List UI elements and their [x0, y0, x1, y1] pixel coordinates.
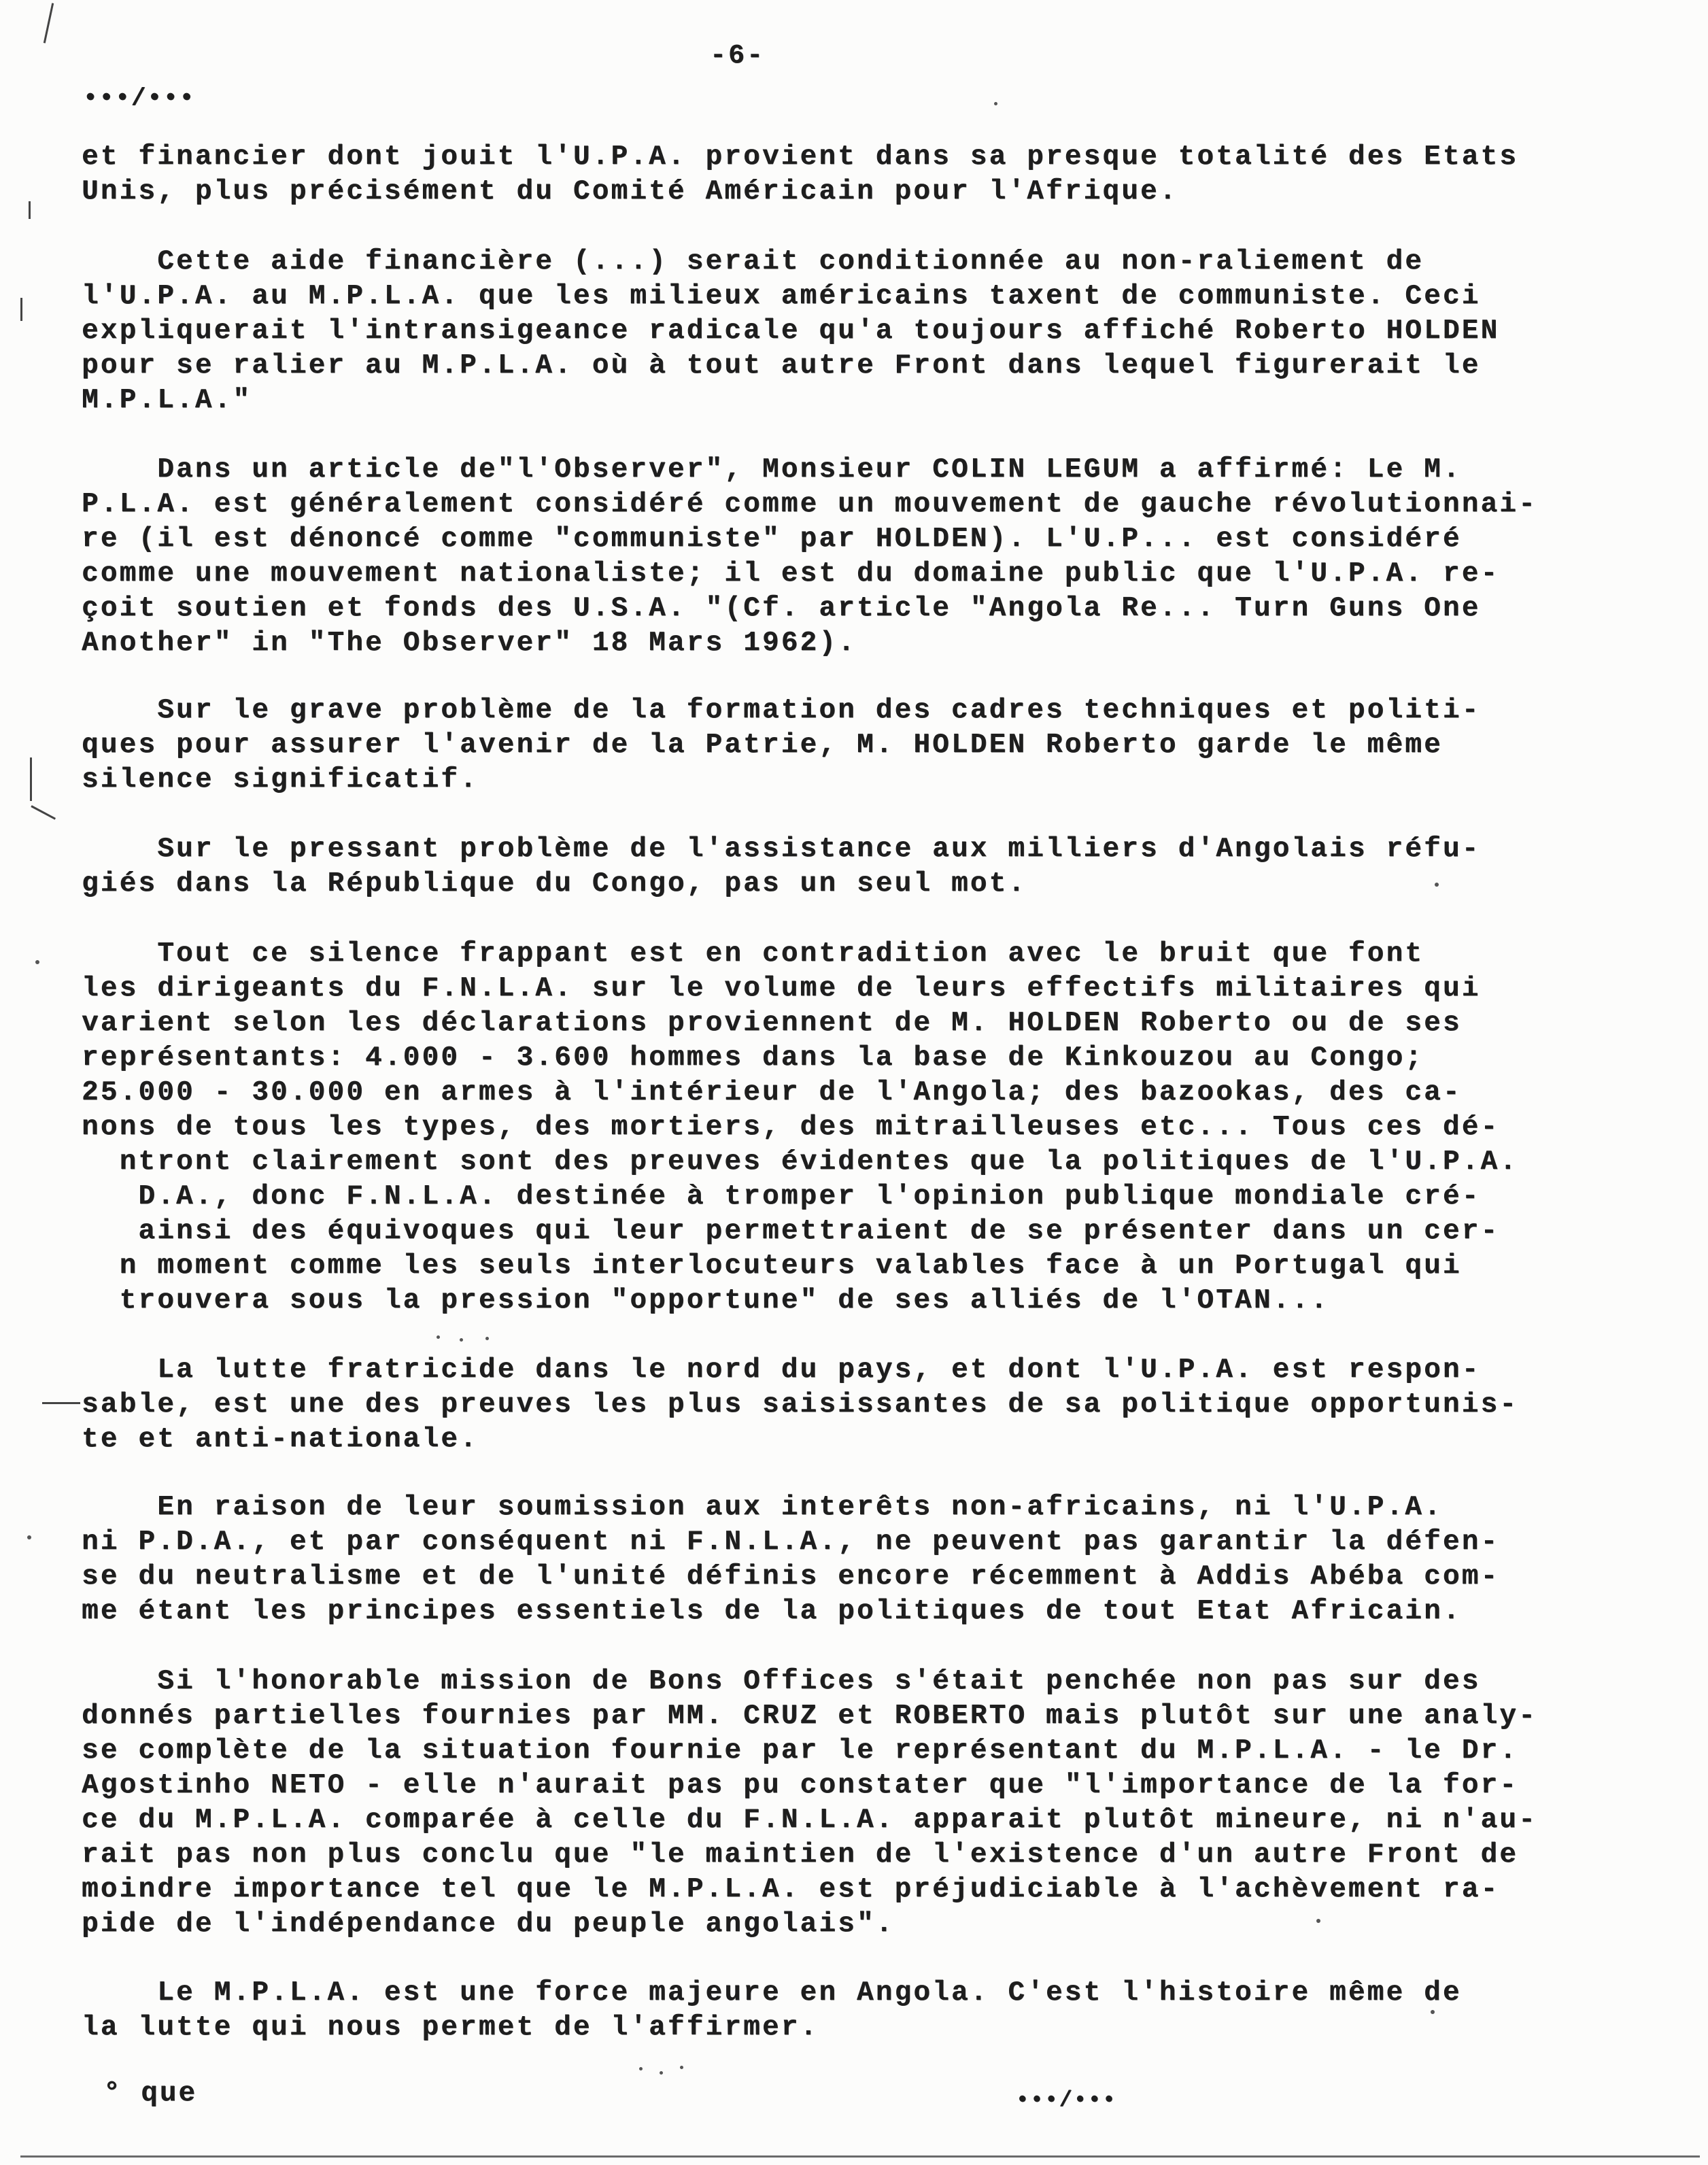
- page-bottom-edge: [20, 2155, 1700, 2158]
- scan-speck: [1435, 883, 1439, 887]
- scan-speck: [660, 2071, 663, 2075]
- scan-speck: [680, 2066, 683, 2069]
- text-line: donnés partielles fournies par MM. CRUZ et ROBERTO mais plutôt sur une analy-: [82, 1701, 1537, 1732]
- text-line: l'U.P.A. au M.P.L.A. que les milieux américains taxent de communiste. Ceci: [82, 281, 1481, 312]
- paragraph-2: [82, 245, 1652, 418]
- text-line: comme une mouvement nationaliste; il est du domaine public que l'U.P.A. re-: [82, 558, 1500, 590]
- text-line: M.P.L.A.": [82, 385, 252, 416]
- text-line: giés dans la République du Congo, pas un seul mot.: [82, 868, 1027, 900]
- text-line: Another" in "The Observer" 18 Mars 1962).: [82, 628, 857, 659]
- text-line: re (il est dénoncé comme "communiste" par HOLDEN). L'U.P... est considéré: [82, 524, 1462, 555]
- text-line: Unis, plus précisément du Comité Américain pour l'Afrique.: [82, 176, 1178, 207]
- text-line: la lutte qui nous permet de l'affirmer.: [82, 2012, 819, 2043]
- scan-speck: [639, 2067, 643, 2070]
- text-line: Le M.P.L.A. est une force majeure en Angola. C'est l'histoire même de: [82, 1977, 1462, 2009]
- margin-dash: [42, 1402, 80, 1404]
- text-line: pide de l'indépendance du peuple angolais".: [82, 1909, 895, 1940]
- text-line: moindre importance tel que le M.P.L.A. est préjudiciable à l'achèvement ra-: [82, 1874, 1500, 1905]
- margin-tick: [20, 298, 22, 321]
- paragraph-3: [82, 453, 1652, 661]
- text-line: ques pour assurer l'avenir de la Patrie, M. HOLDEN Roberto garde le même: [82, 730, 1443, 761]
- paragraph-8: [82, 1490, 1652, 1629]
- text-line: représentants: 4.000 - 3.600 hommes dans la base de Kinkouzou au Congo;: [82, 1042, 1424, 1074]
- paragraph-6: [82, 937, 1652, 1318]
- paragraph-4: [82, 694, 1652, 798]
- text-line: La lutte fratricide dans le nord du pays, et dont l'U.P.A. est respon-: [82, 1354, 1481, 1386]
- scan-speck: [1316, 1919, 1320, 1923]
- text-line: nons de tous les types, des mortiers, des mitrailleuses etc... Tous ces dé-: [82, 1112, 1500, 1143]
- margin-bracket: [30, 757, 32, 801]
- text-line: Cette aide financière (...) serait conditionnée au non-raliement de: [82, 246, 1424, 277]
- paragraph-1: [82, 140, 1652, 209]
- text-line: et financier dont jouit l'U.P.A. provient dans sa presque totalité des Etats: [82, 141, 1519, 173]
- page-number: -6-: [710, 41, 766, 71]
- paragraph-9: [82, 1665, 1652, 1942]
- text-line: expliquerait l'intransigeance radicale qu'a toujours affiché Roberto HOLDEN: [82, 316, 1500, 347]
- text-line: ntront clairement sont des preuves évidentes que la politiques de l'U.P.A.: [82, 1146, 1519, 1178]
- text-line: se du neutralisme et de l'unité définis encore récemment à Addis Abéba com-: [82, 1561, 1500, 1592]
- scan-speck: [485, 1337, 489, 1340]
- catchword: ° que: [103, 2078, 198, 2109]
- text-line: te et anti-nationale.: [82, 1424, 479, 1455]
- text-line: silence significatif.: [82, 764, 479, 796]
- text-line: trouvera sous la pression "opportune" de ses alliés de l'OTAN...: [82, 1285, 1330, 1316]
- text-line: Si l'honorable mission de Bons Offices s'était penchée non pas sur des: [82, 1666, 1481, 1697]
- paragraph-10: [82, 1976, 1652, 2045]
- scan-speck: [437, 1335, 440, 1339]
- continuation-mark-bottom: •••/•••: [1016, 2087, 1117, 2113]
- scan-speck: [1431, 2010, 1435, 2014]
- text-line: çoit soutien et fonds des U.S.A. "(Cf. article "Angola Re... Turn Guns One: [82, 593, 1481, 624]
- margin-hook: [31, 805, 56, 819]
- text-line: me étant les principes essentiels de la politiques de tout Etat Africain.: [82, 1596, 1462, 1627]
- text-line: se complète de la situation fournie par le représentant du M.P.L.A. - le Dr.: [82, 1735, 1519, 1767]
- text-line: ni P.D.A., et par conséquent ni F.N.L.A., ne peuvent pas garantir la défen-: [82, 1527, 1500, 1558]
- text-line: P.L.A. est généralement considéré comme un mouvement de gauche révolutionnai-: [82, 489, 1537, 520]
- text-line: varient selon les déclarations proviennent de M. HOLDEN Roberto ou de ses: [82, 1008, 1462, 1039]
- text-line: Tout ce silence frappant est en contradition avec le bruit que font: [82, 938, 1424, 970]
- text-line: ce du M.P.L.A. comparée à celle du F.N.L.A. apparait plutôt mineure, ni n'au-: [82, 1805, 1537, 1836]
- continuation-mark-top: •••/•••: [83, 84, 196, 112]
- binding-mark: [44, 3, 54, 43]
- text-line: rait pas non plus conclu que "le maintien de l'existence d'un autre Front de: [82, 1839, 1519, 1871]
- text-line: sable, est une des preuves les plus saisissantes de sa politique opportunis-: [82, 1389, 1519, 1420]
- scan-speck: [27, 1535, 31, 1539]
- paragraph-7: [82, 1353, 1652, 1457]
- scan-speck: [35, 960, 39, 964]
- scan-speck: [460, 1338, 463, 1342]
- text-line: 25.000 - 30.000 en armes à l'intérieur de l'Angola; des bazookas, des ca-: [82, 1077, 1462, 1108]
- text-line: Dans un article de"l'Observer", Monsieur COLIN LEGUM a affirmé: Le M.: [82, 454, 1462, 485]
- paragraph-5: [82, 832, 1652, 902]
- text-line: pour se ralier au M.P.L.A. où à tout autre Front dans lequel figurerait le: [82, 350, 1481, 381]
- margin-tick: [29, 201, 31, 219]
- text-line: Sur le pressant problème de l'assistance aux milliers d'Angolais réfu-: [82, 834, 1481, 865]
- text-line: ainsi des équivoques qui leur permettraient de se présenter dans un cer-: [82, 1216, 1500, 1247]
- text-line: les dirigeants du F.N.L.A. sur le volume de leurs effectifs militaires qui: [82, 973, 1481, 1004]
- text-line: D.A., donc F.N.L.A. destinée à tromper l'opinion publique mondiale cré-: [82, 1181, 1481, 1212]
- text-line: En raison de leur soumission aux interêts non-africains, ni l'U.P.A.: [82, 1492, 1443, 1523]
- text-line: Sur le grave problème de la formation des cadres techniques et politi-: [82, 695, 1481, 726]
- text-line: Agostinho NETO - elle n'aurait pas pu constater que "l'importance de la for-: [82, 1770, 1519, 1801]
- text-line: n moment comme les seuls interlocuteurs valables face à un Portugal qui: [82, 1250, 1462, 1282]
- scan-speck: [994, 102, 997, 105]
